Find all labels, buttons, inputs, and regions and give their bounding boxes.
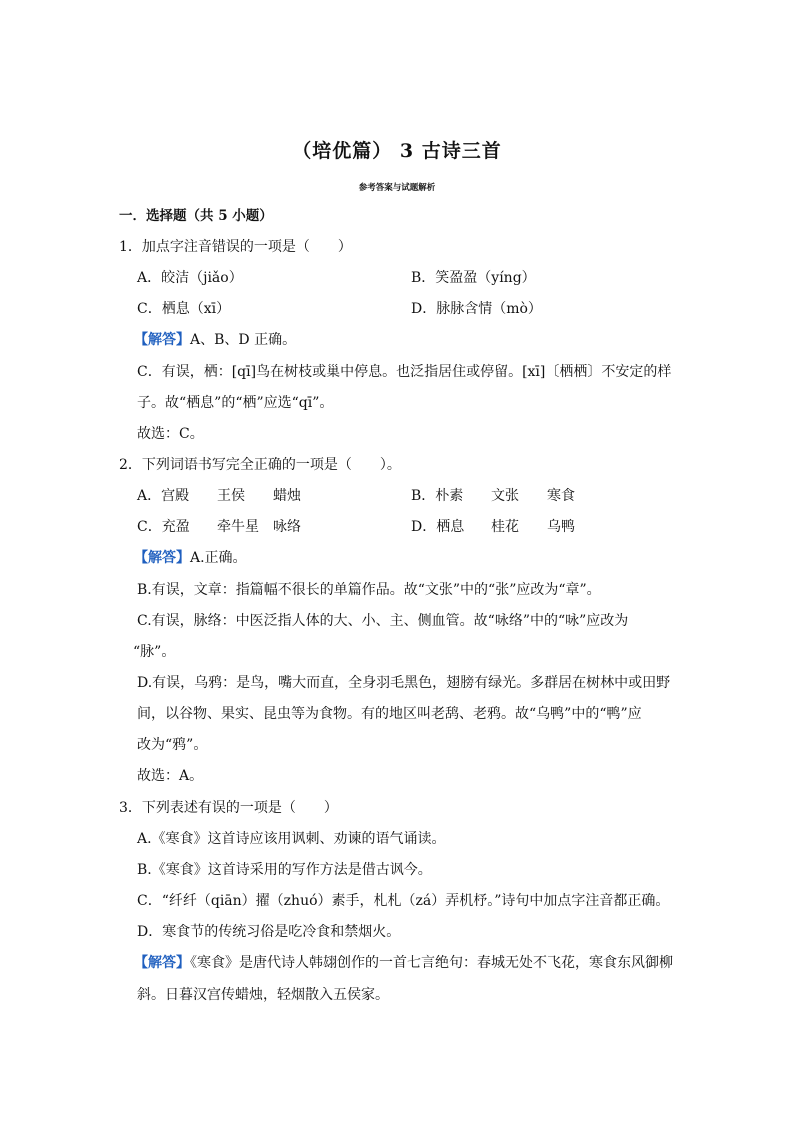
q2-d-word-3: 乌鸭 [547, 519, 575, 535]
q1-option-c: C．栖息（xī） [137, 301, 231, 317]
section-heading: 一．选择题（共 5 小题） [119, 208, 273, 224]
q2-answer-4: “脉”。 [133, 644, 176, 660]
q1-option-b: B．笑盈盈（yíng） [411, 270, 536, 286]
q1-choice: 故选：C。 [137, 426, 204, 442]
q2-option-a [137, 486, 301, 506]
q2-b-word-1: B．朴素 [411, 488, 464, 504]
q2-a-word-2: 王侯 [217, 488, 245, 504]
q2-answer-7: 改为“鸦”。 [137, 737, 208, 753]
q2-answer-6: 间，以谷物、果实、昆虫等为食物。有的地区叫老鸹、老鸦。故“乌鸭”中的“鸭”应 [137, 706, 642, 722]
q3-answer-1 [134, 953, 673, 973]
q2-d-word-1: D．栖息 [411, 519, 465, 535]
q2-answer-5: D.有误，乌鸦：是鸟，嘴大而直，全身羽毛黑色，翅膀有绿光。多群居在树林中或田野 [137, 675, 671, 691]
q2-answer-1 [134, 548, 247, 568]
q1-option-a: A．皎洁（jiǎo） [137, 270, 243, 286]
q1-answer-3: 子。故“栖息”的“栖”应选“qī”。 [137, 395, 334, 411]
page-title: （培优篇） 3 古诗三首 [292, 140, 502, 162]
q3-answer-2: 斜。日暮汉宫传蜡烛，轻烟散入五侯家。 [137, 987, 389, 1003]
q2-answer-3: C.有误，脉络：中医泛指人体的大、小、主、侧血管。故“咏络”中的“咏”应改为 [137, 613, 629, 629]
answer-tag: 【解答】 [134, 955, 190, 971]
q2-answer-text: A.正确。 [190, 550, 247, 566]
q2-stem: 2．下列词语书写完全正确的一项是（ ）。 [119, 457, 401, 473]
q2-option-b [411, 486, 575, 506]
q2-option-c [137, 517, 301, 537]
q2-b-word-3: 寒食 [547, 488, 575, 504]
q1-option-d: D．脉脉含情（mò） [411, 301, 542, 317]
q3-answer-text: 《寒食》是唐代诗人韩翃创作的一首七言绝句：春城无处不飞花，寒食东风御柳 [190, 955, 673, 971]
q3-option-a: A.《寒食》这首诗应该用讽刺、劝谏的语气诵读。 [137, 831, 446, 847]
q2-choice: 故选：A。 [137, 768, 204, 784]
q2-answer-2: B.有误，文章：指篇幅不很长的单篇作品。故“文张”中的“张”应改为“章”。 [137, 582, 601, 598]
q3-option-b: B.《寒食》这首诗采用的写作方法是借古讽今。 [137, 862, 432, 878]
page-subtitle: 参考答案与试题解析 [358, 183, 436, 193]
q1-answer-2: C．有误，栖：[qī]鸟在树枝或巢中停息。也泛指居住或停留。[xī]〔栖栖〕不安定的样 [137, 364, 672, 380]
q2-a-word-3: 蜡烛 [273, 488, 301, 504]
q3-option-d: D．寒食节的传统习俗是吃冷食和禁烟火。 [137, 924, 401, 940]
q3-option-c: C．“纤纤（qiān）擢（zhuó）素手，札札（zá）弄机杼。”诗句中加点字注音都正确。 [137, 893, 670, 909]
q2-c-word-3: 咏络 [273, 519, 301, 535]
answer-tag: 【解答】 [134, 332, 190, 348]
q2-b-word-2: 文张 [491, 488, 519, 504]
q1-answer-text: A、B、D 正确。 [190, 332, 297, 348]
q1-answer-1 [134, 330, 296, 350]
q2-a-word-1: A．宫殿 [137, 488, 190, 504]
q2-d-word-2: 桂花 [491, 519, 519, 535]
q2-option-d [411, 517, 575, 537]
q3-stem: 3．下列表述有误的一项是（ ） [119, 800, 338, 816]
answer-tag: 【解答】 [134, 550, 190, 566]
q2-c-word-1: C．充盈 [137, 519, 190, 535]
q2-c-word-2: 牵牛星 [217, 519, 259, 535]
q1-stem: 1．加点字注音错误的一项是（ ） [119, 239, 352, 255]
